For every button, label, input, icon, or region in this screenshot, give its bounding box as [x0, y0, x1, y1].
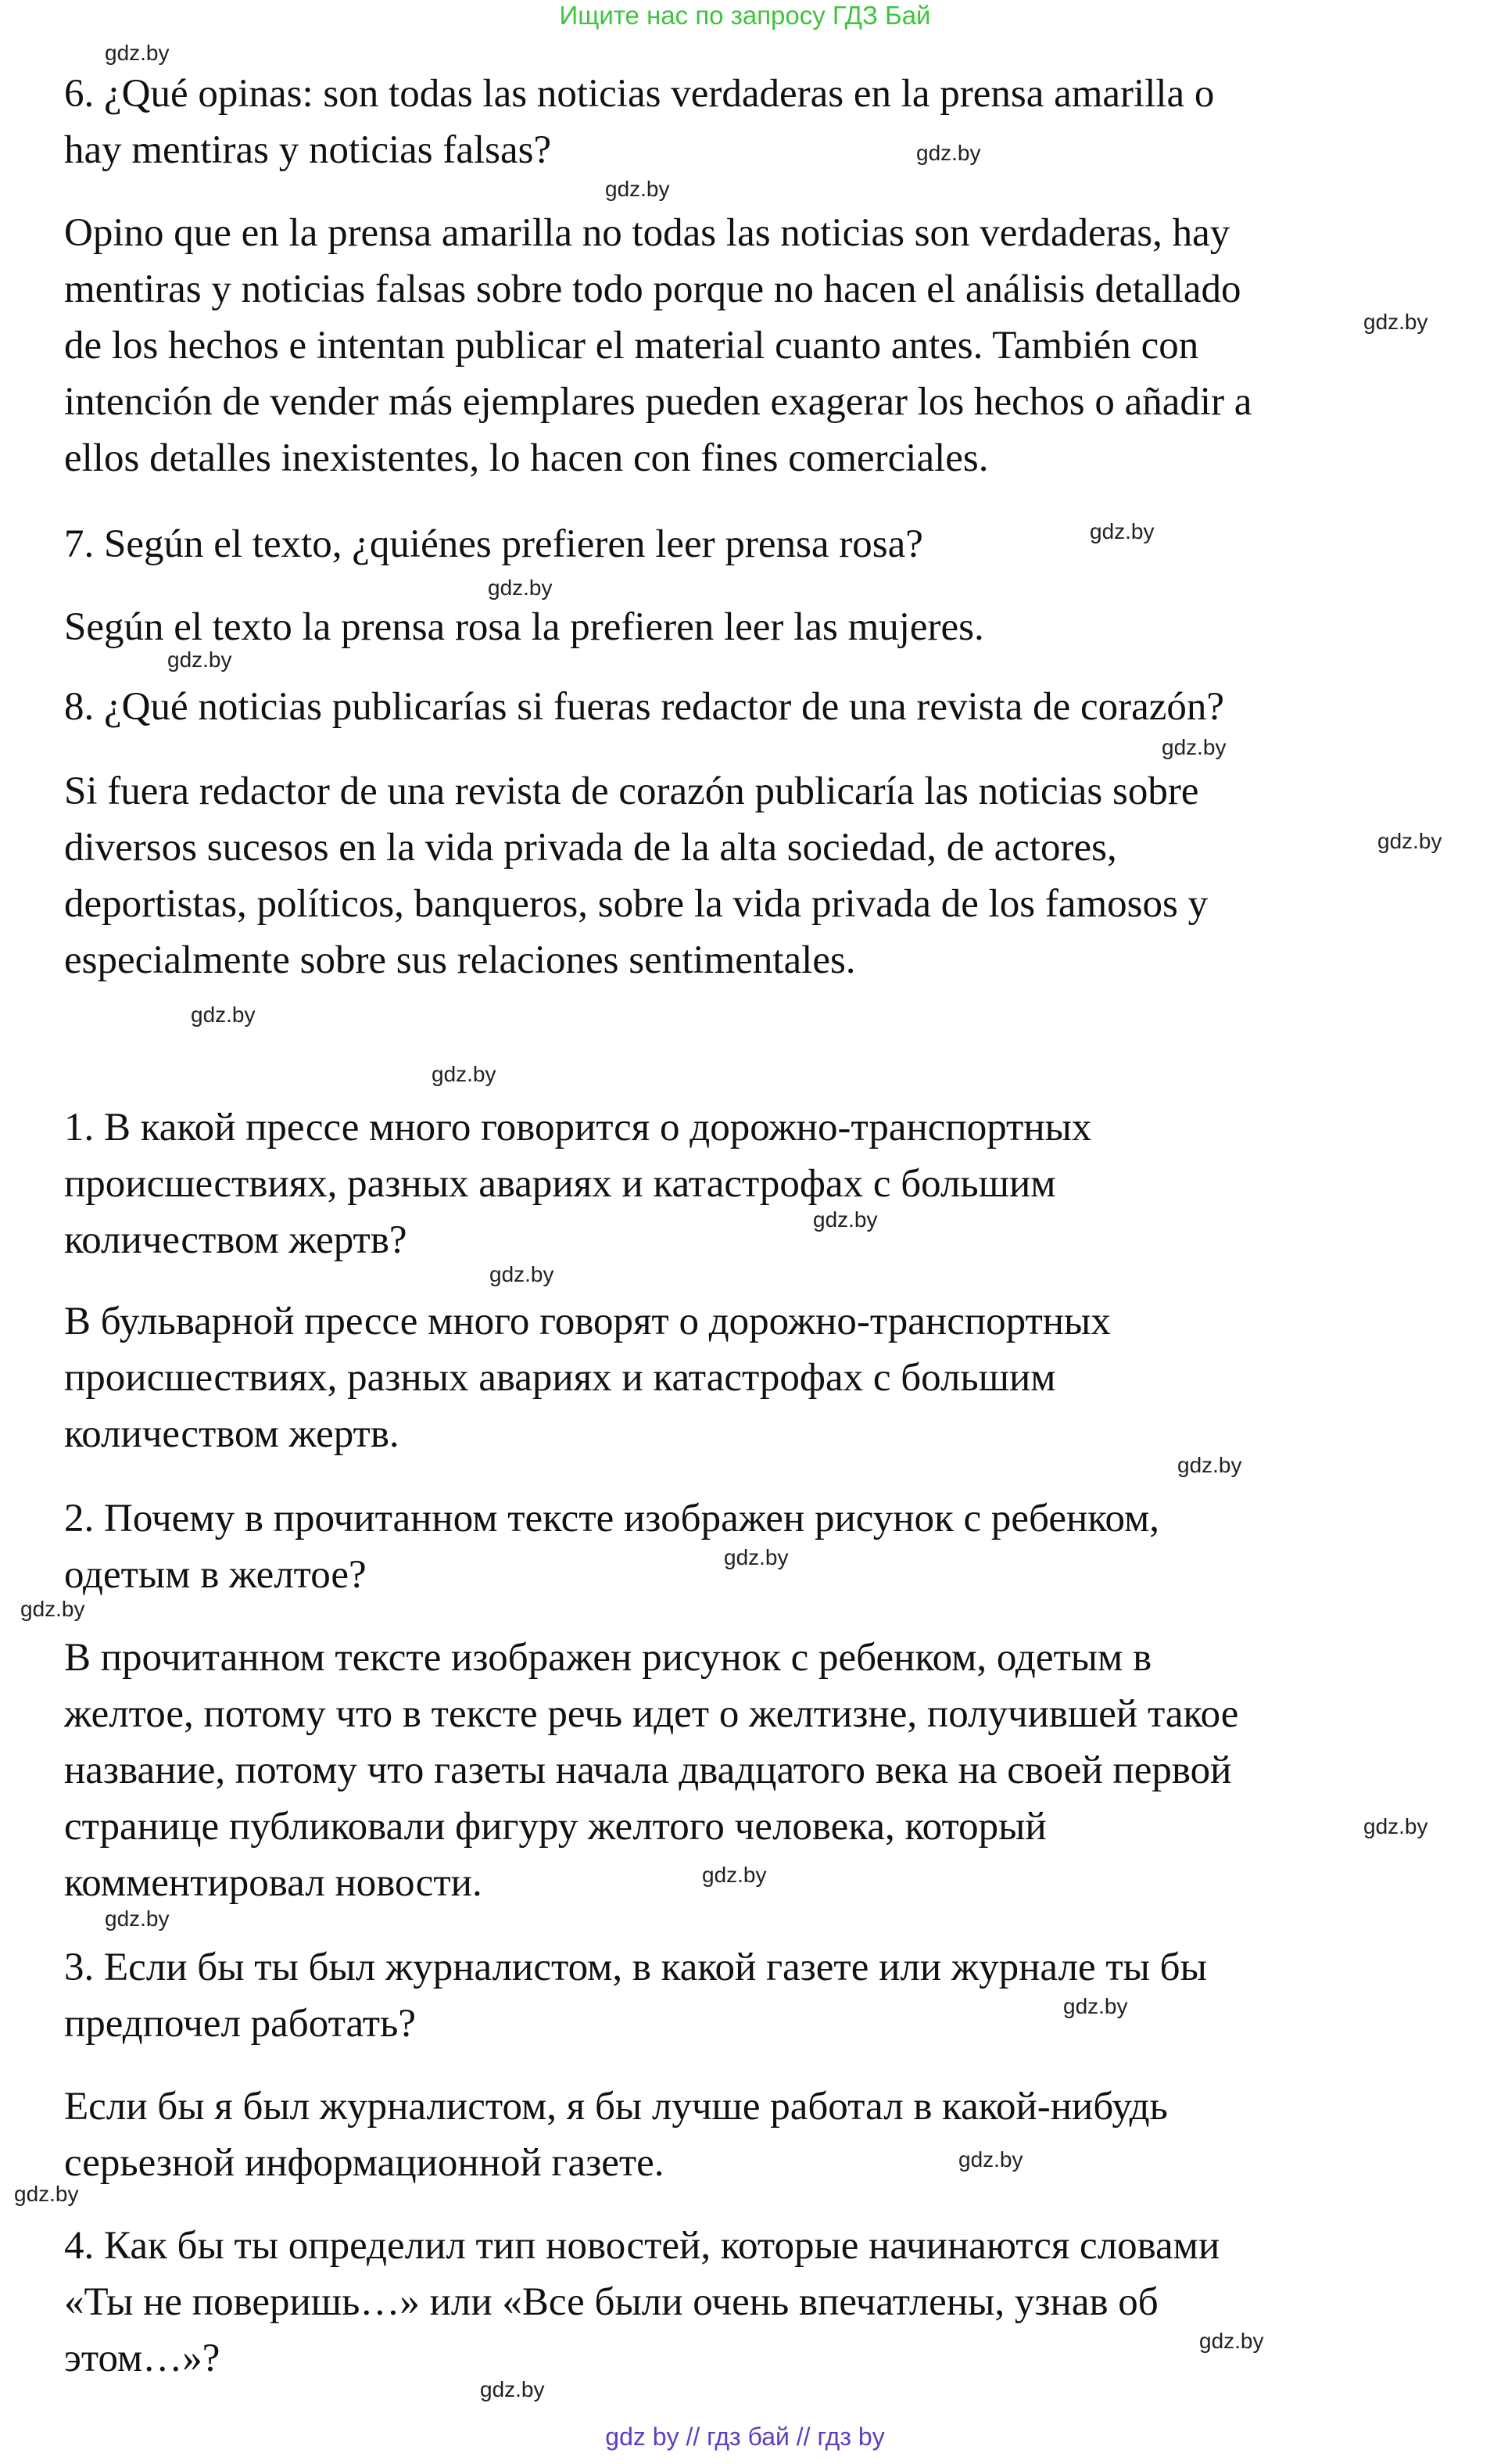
text-line: Según el texto la prensa rosa la prefieren leer las mujeres. — [64, 605, 984, 649]
watermark: gdz.by — [191, 1002, 256, 1027]
watermark: gdz.by — [105, 41, 170, 65]
answer-8 — [64, 763, 1424, 988]
text-line: количеством жертв? — [64, 1218, 407, 1262]
watermark: gdz.by — [813, 1207, 878, 1232]
answer-6 — [64, 205, 1424, 486]
text-line: 7. Según el texto, ¿quiénes prefieren leer prensa rosa? — [64, 522, 923, 566]
watermark: gdz.by — [489, 1262, 554, 1286]
watermark: gdz.by — [958, 2147, 1023, 2172]
text-line: В прочитанном тексте изображен рисунок с ребенком, одетым в — [64, 1636, 1152, 1680]
question-3-ru — [64, 1939, 1424, 2052]
answer-3-ru — [64, 2078, 1424, 2191]
text-line: странице публиковали фигуру желтого человека, который — [64, 1805, 1047, 1849]
watermark: gdz.by — [1377, 829, 1442, 853]
question-1-ru — [64, 1099, 1424, 1268]
text-line: В бульварной прессе много говорят о дорожно-транспортных — [64, 1300, 1111, 1343]
watermark: gdz.by — [1363, 1814, 1428, 1838]
watermark: gdz.by — [488, 576, 553, 600]
text-line: intención de vender más ejemplares pueden exagerar los hechos o añadir a — [64, 380, 1252, 424]
text-line: diversos sucesos en la vida privada de la alta sociedad, de actores, — [64, 826, 1117, 870]
text-line: 8. ¿Qué noticias publicarías si fueras redactor de una revista de corazón? — [64, 685, 1225, 729]
question-8 — [64, 679, 1424, 735]
watermark: gdz.by — [105, 1906, 170, 1931]
watermark: gdz.by — [724, 1545, 789, 1569]
text-line: 6. ¿Qué opinas: son todas las noticias verdaderas en la prensa amarilla o — [64, 72, 1215, 116]
text-line: de los hechos e intentan publicar el material cuanto antes. También con — [64, 324, 1199, 368]
watermark: gdz.by — [702, 1863, 767, 1887]
text-line: Si fuera redactor de una revista de corazón publicaría las noticias sobre — [64, 769, 1199, 813]
text-line: этом…»? — [64, 2337, 220, 2380]
text-line: ellos detalles inexistentes, lo hacen con fines comerciales. — [64, 436, 989, 480]
text-line: Если бы я был журналистом, я бы лучше работал в какой-нибудь — [64, 2085, 1168, 2129]
text-line: deportistas, políticos, banqueros, sobre la vida privada de los famosos y — [64, 882, 1209, 926]
watermark: gdz.by — [1063, 1994, 1128, 2018]
text-line: 2. Почему в прочитанном тексте изображен рисунок с ребенком, — [64, 1497, 1160, 1540]
text-line: hay mentiras y noticias falsas? — [64, 128, 552, 172]
text-line: количеством жертв. — [64, 1412, 399, 1456]
watermark: gdz.by — [432, 1062, 496, 1086]
text-line: 1. В какой прессе много говорится о дорожно-транспортных — [64, 1106, 1092, 1150]
text-line: mentiras y noticias falsas sobre todo porque no hacen el análisis detallado — [64, 267, 1241, 311]
question-7 — [64, 516, 1424, 572]
answer-7 — [64, 599, 1424, 655]
watermark: gdz.by — [916, 141, 981, 165]
text-line: желтое, потому что в тексте речь идет о желтизне, получившей такое — [64, 1692, 1239, 1736]
text-line: название, потому что газеты начала двадцатого века на своей первой — [64, 1748, 1232, 1792]
text-line: Opino que en la prensa amarilla no todas las noticias son verdaderas, hay — [64, 211, 1230, 255]
watermark: gdz.by — [167, 647, 232, 672]
text-line: комментировал новости. — [64, 1861, 482, 1905]
answer-1-ru — [64, 1293, 1424, 1462]
text-line: предпочел работать? — [64, 2002, 416, 2046]
text-line: especialmente sobre sus relaciones sentimentales. — [64, 938, 856, 982]
watermark: gdz.by — [1162, 735, 1227, 759]
watermark: gdz.by — [1199, 2329, 1264, 2353]
watermark: gdz.by — [14, 2182, 79, 2206]
question-4-ru — [64, 2218, 1424, 2387]
text-line: «Ты не поверишь…» или «Все были очень впечатлены, узнав об — [64, 2280, 1159, 2324]
question-6 — [64, 66, 1424, 178]
text-line: происшествиях, разных авариях и катастрофах с большим — [64, 1356, 1056, 1400]
watermark: gdz.by — [1363, 310, 1428, 334]
watermark: gdz.by — [605, 177, 670, 201]
text-line: 4. Как бы ты определил тип новостей, которые начинаются словами — [64, 2224, 1220, 2268]
watermark: gdz.by — [20, 1597, 85, 1621]
watermark: gdz.by — [480, 2377, 545, 2401]
text-line: происшествиях, разных авариях и катастрофах с большим — [64, 1162, 1056, 1206]
watermark: gdz.by — [1177, 1453, 1242, 1477]
footer-links: gdz by // гдз бай // гдз by — [605, 2423, 885, 2451]
search-banner: Ищите нас по запросу ГДЗ Бай — [559, 1, 931, 30]
text-line: одетым в желтое? — [64, 1553, 367, 1597]
watermark: gdz.by — [1090, 519, 1155, 543]
text-line: серьезной информационной газете. — [64, 2141, 664, 2185]
text-line: 3. Если бы ты был журналистом, в какой газете или журнале ты бы — [64, 1946, 1207, 1989]
